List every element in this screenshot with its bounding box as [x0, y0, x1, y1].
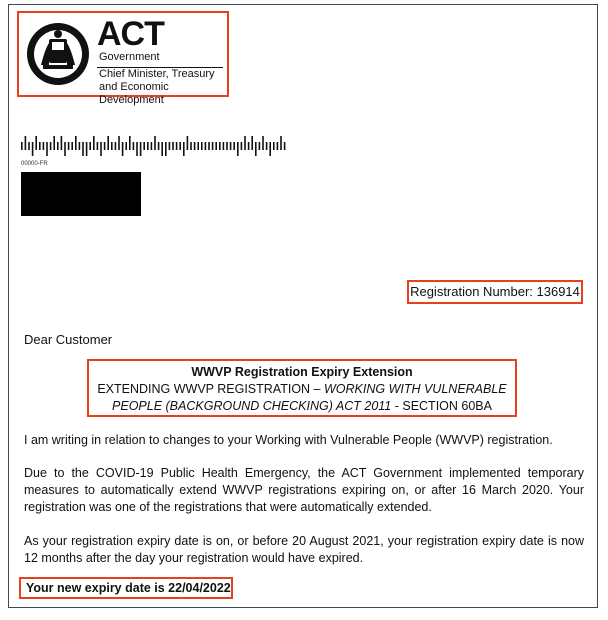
salutation: Dear Customer: [24, 332, 113, 347]
paragraph-expiry-rule: As your registration expiry date is on, or before 20 August 2021, your registration expiry date is now 12 months after the day your registration would have expired.: [24, 534, 584, 565]
logo-department: Chief Minister, Treasury and Economic Development: [99, 68, 215, 106]
redacted-address: [21, 172, 141, 216]
barcode-reference: 00000-FR: [21, 161, 48, 167]
act-government-logo: [17, 11, 229, 106]
letter-heading: WWVP Registration Expiry Extension: [191, 365, 413, 379]
paragraph-intro: I am writing in relation to changes to your Working with Vulnerable People (WWVP) registration.: [24, 433, 553, 447]
new-expiry-date: Your new expiry date is 22/04/2022: [19, 577, 233, 599]
logo-subtitle: Government: [99, 51, 160, 63]
letter-subheading: EXTENDING WWVP REGISTRATION – WORKING WITH VULNERABLE PEOPLE (BACKGROUND CHECKING) ACT 2011 - SECTION 60BA: [97, 382, 507, 413]
postal-barcode: [21, 136, 291, 156]
logo-title: ACT: [97, 15, 164, 53]
coat-of-arms-icon: [25, 21, 91, 87]
paragraph-covid: Due to the COVID-19 Public Health Emergency, the ACT Government implemented temporary measures to automatically extend WWVP registrations expiring on, or after 16 March 2020. Your registration was one of the registrations that were automatically extended.: [24, 466, 584, 514]
letter-title-block: [87, 359, 517, 417]
registration-number: Registration Number: 136914: [407, 280, 583, 304]
